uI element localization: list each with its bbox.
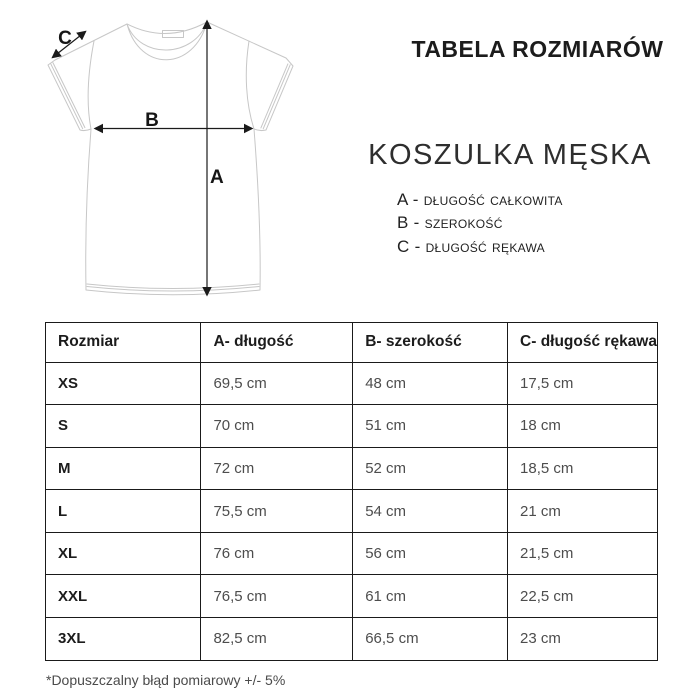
table-row	[46, 575, 658, 618]
tshirt-diagram	[0, 0, 330, 310]
measure-label-c: C	[58, 28, 72, 49]
size-label: S	[46, 405, 201, 448]
table-row	[46, 490, 658, 533]
length-value: 69,5 cm	[201, 362, 353, 405]
column-header-width: B- szerokość	[353, 323, 508, 363]
legend-item-a: A - długość całkowita	[397, 190, 563, 209]
width-value: 66,5 cm	[353, 618, 508, 661]
width-value: 56 cm	[353, 532, 508, 575]
width-value: 48 cm	[353, 362, 508, 405]
sleeve-value: 18 cm	[508, 405, 658, 448]
table-header-row	[46, 323, 658, 363]
table-row	[46, 532, 658, 575]
product-subtitle: KOSZULKA MĘSKA	[368, 139, 652, 171]
table-row	[46, 447, 658, 490]
measure-label-b: B	[145, 110, 159, 131]
hem-stitch	[87, 284, 259, 291]
legend-item-b: B - szerokość	[397, 213, 503, 233]
size-label: XXL	[46, 575, 201, 618]
length-value: 70 cm	[201, 405, 353, 448]
sleeve-value: 18,5 cm	[508, 447, 658, 490]
size-label: M	[46, 447, 201, 490]
sleeve-stitch-left	[51, 63, 85, 129]
armhole-seam-left	[88, 41, 94, 129]
width-value: 51 cm	[353, 405, 508, 448]
sleeve-value: 21,5 cm	[508, 532, 658, 575]
length-value: 75,5 cm	[201, 490, 353, 533]
size-label: XL	[46, 532, 201, 575]
size-label: XS	[46, 362, 201, 405]
column-header-sleeve: C- długość rękawa	[508, 323, 658, 363]
measurement-tolerance-note: *Dopuszczalny błąd pomiarowy +/- 5%	[46, 672, 286, 688]
sleeve-value: 22,5 cm	[508, 575, 658, 618]
size-label: 3XL	[46, 618, 201, 661]
column-header-size: Rozmiar	[46, 323, 201, 363]
length-value: 76,5 cm	[201, 575, 353, 618]
size-label: L	[46, 490, 201, 533]
size-table	[45, 322, 658, 661]
page-title: TABELA ROZMIARÓW	[411, 36, 664, 62]
length-value: 82,5 cm	[201, 618, 353, 661]
sleeve-stitch-right	[261, 64, 290, 129]
table-row	[46, 618, 658, 661]
column-header-length: A- długość	[201, 323, 353, 363]
length-value: 76 cm	[201, 532, 353, 575]
sleeve-value: 17,5 cm	[508, 362, 658, 405]
sleeve-value: 23 cm	[508, 618, 658, 661]
length-value: 72 cm	[201, 447, 353, 490]
sleeve-value: 21 cm	[508, 490, 658, 533]
table-row	[46, 405, 658, 448]
width-value: 61 cm	[353, 575, 508, 618]
legend-item-c: C - długość rękawa	[397, 236, 545, 256]
armhole-seam-right	[246, 41, 254, 129]
size-table-container	[45, 322, 658, 661]
table-row	[46, 362, 658, 405]
measure-label-a: A	[210, 167, 224, 188]
width-value: 54 cm	[353, 490, 508, 533]
measurement-legend	[397, 188, 563, 258]
width-value: 52 cm	[353, 447, 508, 490]
tshirt-outline	[48, 22, 293, 295]
